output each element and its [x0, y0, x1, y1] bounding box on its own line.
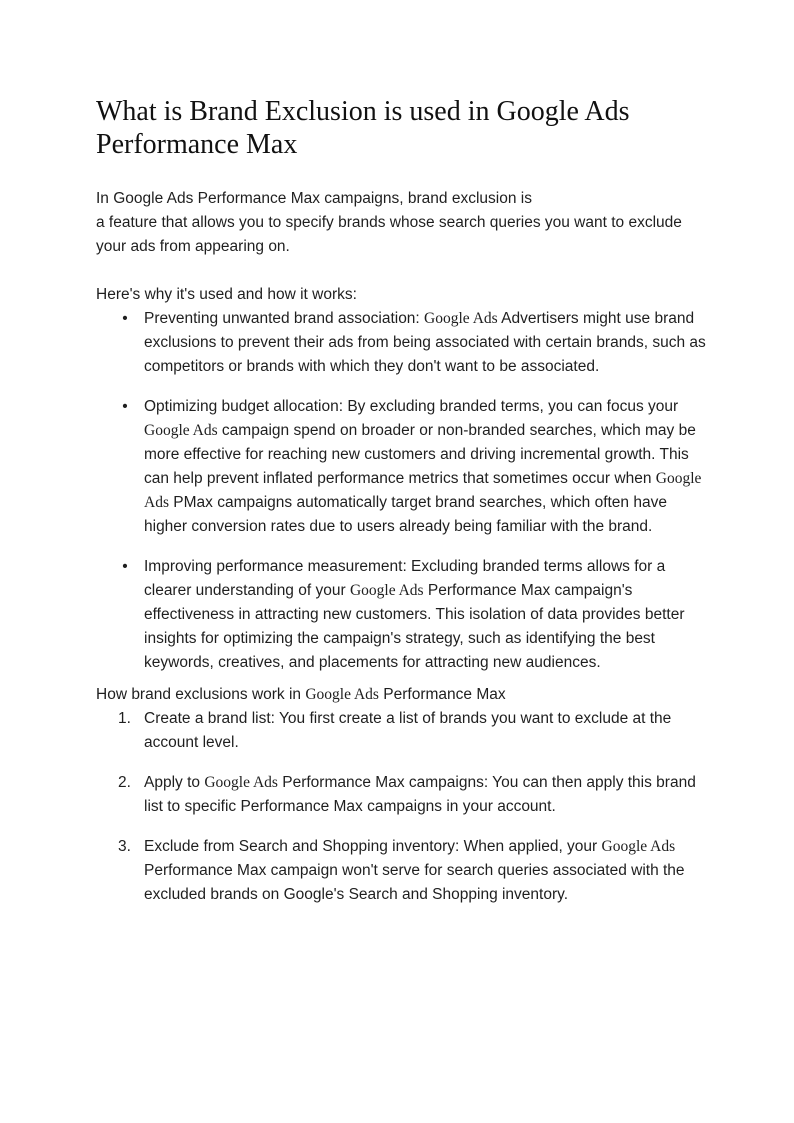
google-ads-term: Google Ads: [144, 470, 702, 511]
document-page: [96, 95, 706, 907]
step-number: 3.: [118, 838, 131, 855]
google-ads-term: Google Ads: [601, 838, 676, 855]
list-item: • Improving performance measurement: Excluding branded terms allows for a clearer understanding of your Google Ads Performance Max campaign's effectiveness in attracting new customers. This isolation of data provides better insights for optimizing the campaign's strategy, such as identifying the best keywords, creatives, and placements for attracting new audiences.: [96, 555, 706, 675]
reasons-list: [96, 307, 706, 675]
steps-list: [96, 707, 706, 907]
list-item: 1. Create a brand list: You first create a list of brands you want to exclude at the account level.: [96, 707, 706, 755]
step-number: 2.: [118, 774, 131, 791]
google-ads-term: Google Ads: [305, 686, 379, 703]
intro-line-2: a feature that allows you to specify brands whose search queries you want to exclude your ads from appearing on.: [96, 214, 682, 255]
how-heading: How brand exclusions work in Google Ads Performance Max: [96, 686, 506, 703]
list-item: 3. Exclude from Search and Shopping inventory: When applied, your Google Ads Performance Max campaign won't serve for search queries associated with the excluded brands on Google's Search and Shopping inventory.: [96, 835, 706, 907]
google-ads-term: Google Ads: [349, 582, 424, 599]
bullet-icon: •: [122, 558, 128, 575]
intro-paragraph: [96, 187, 706, 259]
google-ads-term: Google Ads: [204, 774, 278, 791]
list-item: 2. Apply to Google Ads Performance Max campaigns: You can then apply this brand list to specific Performance Max campaigns in your account.: [96, 771, 706, 819]
page-title: What is Brand Exclusion is used in Google Ads Performance Max: [96, 96, 630, 160]
why-heading: Here's why it's used and how it works:: [96, 286, 357, 303]
bullet-icon: •: [122, 310, 128, 327]
list-item: • Preventing unwanted brand association: Google Ads Advertisers might use brand exclusions to prevent their ads from being associated with certain brands, such as competitors or brands with which they don't want to be associated.: [96, 307, 706, 379]
step-number: 1.: [118, 710, 131, 727]
google-ads-term: Google Ads: [144, 422, 218, 439]
intro-line-1: In Google Ads Performance Max campaigns, brand exclusion is: [96, 190, 532, 207]
google-ads-term: Google Ads: [424, 310, 498, 327]
list-item: • Optimizing budget allocation: By excluding branded terms, you can focus your Google Ads campaign spend on broader or non-branded searches, which may be more effective for reaching new customers and driving incremental growth. This can help prevent inflated performance metrics that sometimes occur when Google Ads PMax campaigns automatically target brand searches, which often have higher conversion rates due to users already being familiar with the brand.: [96, 395, 706, 539]
bullet-icon: •: [122, 398, 128, 415]
